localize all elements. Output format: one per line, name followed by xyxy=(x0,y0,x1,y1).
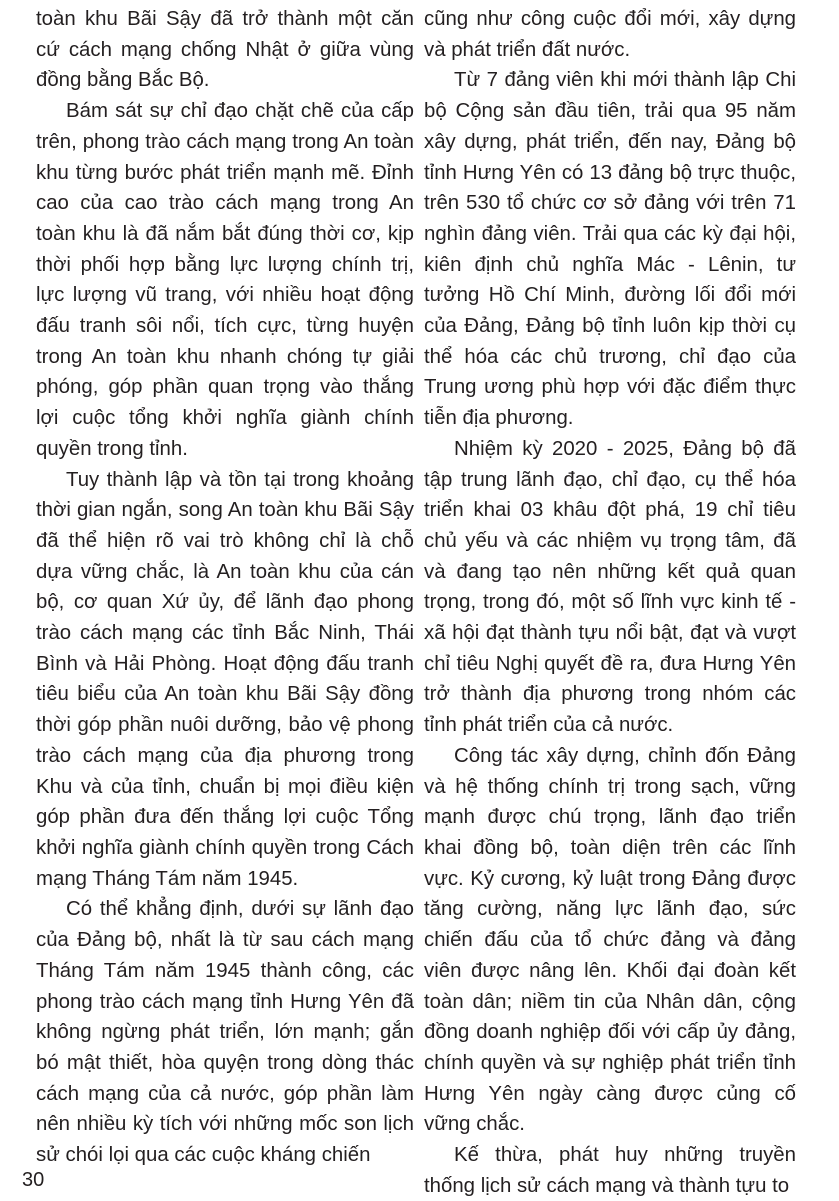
left-text-column xyxy=(36,4,414,1171)
paragraph: Có thể khẳng định, dưới sự lãnh đạo của Đảng bộ, nhất là từ sau cách mạng Tháng Tám năm 1945 thành công, các phong trào cách mạng tỉnh Hưng Yên đã không ngừng phát triển, lớn mạnh; gắn bó mật thiết, hòa quyện trong dòng thác cách mạng của cả nước, góp phần làm nên nhiều kỳ tích với những mốc son lịch sử chói lọi qua các cuộc kháng chiến xyxy=(36,898,414,1167)
paragraph: Nhiệm kỳ 2020 - 2025, Đảng bộ đã tập trung lãnh đạo, chỉ đạo, cụ thể hóa triển khai 03 khâu đột phá, 19 chỉ tiêu chủ yếu và các nhiệm vụ trọng tâm, đã và đang tạo nên những kết quả quan trọng, trong đó, một số lĩnh vực kinh tế - xã hội đạt thành tựu nổi bật, đạt và vượt chỉ tiêu Nghị quyết đề ra, đưa Hưng Yên trở thành địa phương trong nhóm các tỉnh phát triển của cả nước. xyxy=(424,437,796,737)
paragraph: Công tác xây dựng, chỉnh đốn Đảng và hệ thống chính trị trong sạch, vững mạnh được chú trọng, lãnh đạo triển khai đồng bộ, toàn diện trên các lĩnh vực. Kỷ cương, kỷ luật trong Đảng được tăng cường, năng lực lãnh đạo, sức chiến đấu của tổ chức đảng và đảng viên được nâng lên. Khối đại đoàn kết toàn dân; niềm tin của Nhân dân, cộng đồng doanh nghiệp đối với cấp ủy đảng, chính quyền và sự nghiệp phát triển tỉnh Hưng Yên ngày càng được củng cố vững chắc. xyxy=(424,744,796,1136)
paragraph: Từ 7 đảng viên khi mới thành lập Chi bộ Cộng sản đầu tiên, trải qua 95 năm xây dựng, phát triển, đến nay, Đảng bộ tỉnh Hưng Yên có 13 đảng bộ trực thuộc, trên 530 tổ chức cơ sở đảng với trên 71 nghìn đảng viên. Trải qua các kỳ đại hội, kiên định chủ nghĩa Mác - Lênin, tư tưởng Hồ Chí Minh, đường lối đổi mới của Đảng, Đảng bộ tỉnh luôn kịp thời cụ thể hóa các chủ trương, chỉ đạo của Trung ương phù hợp với đặc điểm thực tiễn địa phương. xyxy=(424,69,796,430)
paragraph: Kế thừa, phát huy những truyền thống lịch sử cách mạng và thành tựu to xyxy=(424,1144,796,1197)
paragraph: Bám sát sự chỉ đạo chặt chẽ của cấp trên, phong trào cách mạng trong An toàn khu từng bước phát triển mạnh mẽ. Đỉnh cao của cao trào cách mạng trong An toàn khu là đã nắm bắt đúng thời cơ, kịp thời phối hợp bằng lực lượng chính trị, lực lượng vũ trang, với nhiều hoạt động đấu tranh sôi nổi, tích cực, từng huyện trong An toàn khu nhanh chóng tự giải phóng, góp phần quan trọng vào thắng lợi cuộc tổng khởi nghĩa giành chính quyền trong tỉnh. xyxy=(36,100,414,460)
page-number: 30 xyxy=(22,1169,45,1191)
paragraph: toàn khu Bãi Sậy đã trở thành một căn cứ cách mạng chống Nhật ở giữa vùng đồng bằng Bắc Bộ. xyxy=(36,8,414,92)
paragraph: cũng như công cuộc đổi mới, xây dựng và phát triển đất nước. xyxy=(424,8,796,61)
paragraph: Tuy thành lập và tồn tại trong khoảng thời gian ngắn, song An toàn khu Bãi Sậy đã thể hiện rõ vai trò không chỉ là chỗ dựa vững chắc, là An toàn khu của cán bộ, cơ quan Xứ ủy, để lãnh đạo phong trào cách mạng các tỉnh Bắc Ninh, Thái Bình và Hải Phòng. Hoạt động đấu tranh tiêu biểu của An toàn khu Bãi Sậy đồng thời góp phần nuôi dưỡng, bảo vệ phong trào cách mạng của địa phương trong Khu và của tỉnh, chuẩn bị mọi điều kiện góp phần đưa đến thắng lợi cuộc Tổng khởi nghĩa giành chính quyền trong Cách mạng Tháng Tám năm 1945. xyxy=(36,468,414,890)
right-text-column xyxy=(424,4,796,1201)
